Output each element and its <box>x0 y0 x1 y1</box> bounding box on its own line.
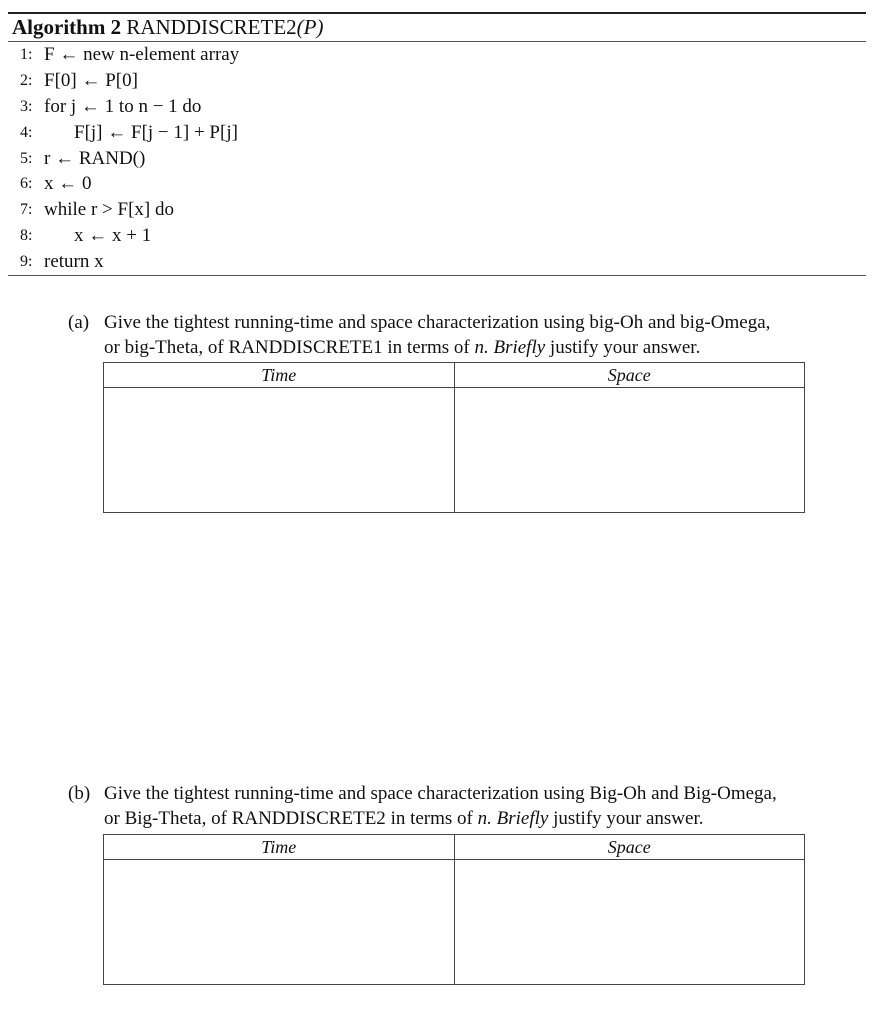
variable-n: n. <box>474 337 489 358</box>
answer-table-b <box>103 834 805 985</box>
line-code: while r > F[x] do <box>44 199 174 221</box>
algorithm-name: RANDDISCRETE2 <box>126 15 297 39</box>
algorithm-line <box>8 146 866 172</box>
line-number: 4: <box>20 123 33 141</box>
line-code: for j ← 1 to n − 1 do <box>44 95 202 117</box>
time-answer-cell[interactable] <box>104 860 455 985</box>
column-header-time: Time <box>104 363 455 388</box>
algorithm-header <box>8 14 866 41</box>
algorithm-line <box>8 249 866 275</box>
line-number: 7: <box>20 201 33 219</box>
algorithm-line <box>8 171 866 197</box>
line-number: 9: <box>20 253 33 271</box>
question-text-line: Give the tightest running-time and space characterization using Big-Oh and Big-Omega, <box>104 783 777 804</box>
question-a <box>68 310 868 360</box>
briefly-emphasis: Briefly <box>496 808 549 829</box>
line-number: 6: <box>20 175 33 193</box>
column-header-time: Time <box>104 835 455 860</box>
line-code: return x <box>44 251 104 273</box>
answer-table-a <box>103 362 805 513</box>
question-text-line <box>104 806 868 831</box>
space-answer-cell[interactable] <box>454 860 805 985</box>
line-number: 8: <box>20 227 33 245</box>
space-answer-cell[interactable] <box>454 388 805 513</box>
algorithm-label: Algorithm 2 <box>12 15 122 39</box>
algorithm-line <box>8 94 866 120</box>
algorithm-line <box>8 120 866 146</box>
question-fragment: justify your answer. <box>553 808 704 829</box>
algorithm-line <box>8 223 866 249</box>
variable-n: n. <box>477 808 492 829</box>
algorithm-reference: RANDDISCRETE2 <box>231 808 386 829</box>
question-b <box>68 781 868 831</box>
algorithm-line <box>8 68 866 94</box>
time-answer-cell[interactable] <box>104 388 455 513</box>
question-text-line <box>104 335 868 360</box>
algorithm-reference: RANDDISCRETE1 <box>228 337 383 358</box>
column-header-space: Space <box>454 835 805 860</box>
line-code: x ← x + 1 <box>74 225 152 247</box>
line-code: F[j] ← F[j − 1] + P[j] <box>74 121 238 143</box>
algorithm-block <box>8 12 866 276</box>
algorithm-line <box>8 197 866 223</box>
algorithm-line <box>8 42 866 68</box>
question-text-line: Give the tightest running-time and space characterization using big-Oh and big-Omega, <box>104 312 771 333</box>
question-label: (b) <box>68 783 91 804</box>
line-number: 5: <box>20 149 33 167</box>
line-code: F[0] ← P[0] <box>44 69 138 91</box>
question-fragment: or big-Theta, of <box>104 337 224 358</box>
question-fragment: or Big-Theta, of <box>104 808 227 829</box>
column-header-space: Space <box>454 363 805 388</box>
question-label: (a) <box>68 312 90 333</box>
line-number: 3: <box>20 97 33 115</box>
question-fragment: justify your answer. <box>549 337 701 358</box>
algorithm-param: (P) <box>296 15 324 39</box>
line-code: F ← new n-element array <box>44 44 240 65</box>
briefly-emphasis: Briefly <box>493 337 546 358</box>
question-fragment: in terms of <box>390 808 473 829</box>
question-fragment: in terms of <box>387 337 470 358</box>
bottom-rule <box>8 275 866 276</box>
line-code: x ← 0 <box>44 173 92 195</box>
line-number: 1: <box>20 46 33 63</box>
line-code: r ← RAND() <box>44 147 146 169</box>
line-number: 2: <box>20 71 33 89</box>
